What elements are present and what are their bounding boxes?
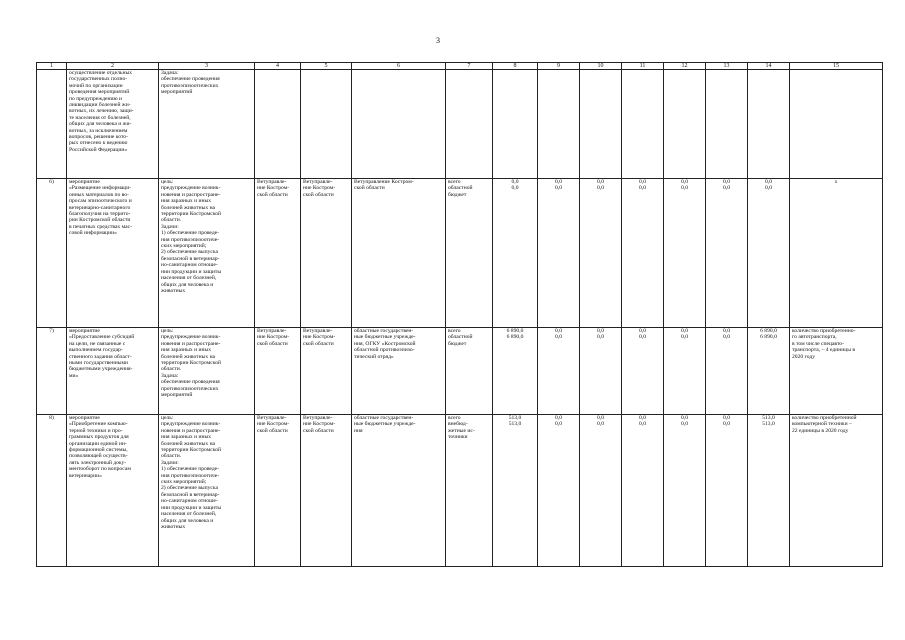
column-header: 9 [538, 63, 580, 70]
activity-name-line: общих для человека и жи- [69, 121, 132, 128]
amount-year-2017-line: 0,0 [639, 334, 646, 341]
participants-cell [352, 179, 446, 328]
co-executor-line: ние Костром- [303, 185, 336, 192]
participants-line: тический отряд» [354, 353, 394, 360]
activity-name-line: онных материалов по во- [69, 191, 129, 198]
amount-total-line: 0,0 [511, 185, 519, 192]
co-executor-line: ние Костром- [303, 334, 336, 341]
goal-tasks-line: животных [161, 523, 186, 530]
co-executor-cell [301, 328, 352, 415]
funding-source-line: всего [448, 179, 461, 185]
expected-result-line: количество приобретенно- [792, 328, 856, 334]
amount-year-2016-line: 0,0 [597, 421, 604, 428]
amount-year-2018-cell [664, 179, 706, 328]
goal-tasks-line: 2) обеспечение выпуска [161, 249, 219, 256]
co-executor-cell [301, 70, 352, 179]
participants-cell [352, 70, 446, 179]
expected-result-line: транспорта, – 4 единицы в [792, 347, 855, 354]
amount-year-2020-cell [748, 70, 790, 179]
participants-line: ской области [354, 185, 385, 192]
amount-year-2016-line: 0,0 [597, 185, 604, 192]
goal-tasks-line: населения от болезней, [161, 511, 217, 518]
goal-tasks-line: обеспечение проведения [161, 379, 220, 386]
activity-name-line: лять электронный доку- [69, 459, 127, 466]
activity-name-cell [67, 328, 159, 415]
goal-tasks-line: болезней животных на [161, 353, 216, 360]
responsible-executor-line: Ветуправле- [257, 328, 287, 334]
activity-name-line: терной техники и про- [69, 427, 123, 434]
responsible-executor-line: Ветуправле- [257, 179, 287, 185]
goal-tasks-line: ских мероприятий; [161, 479, 207, 486]
amount-year-2017-cell [622, 179, 664, 328]
expected-result-line: 2020 году [792, 353, 816, 360]
activity-name-line: ветеринарии» [69, 472, 102, 479]
co-executor-line: ской области [303, 427, 334, 434]
goal-tasks-line: но-санитарном отноше- [161, 498, 218, 505]
program-table [36, 62, 883, 567]
goal-tasks-line: противоэпизоотических [161, 385, 219, 392]
goal-tasks-line: новения и распростране- [161, 340, 221, 347]
goal-tasks-line: Задачи: [161, 459, 179, 466]
activity-name-line: «Приобретение компью- [69, 421, 128, 428]
activity-name-cell [67, 70, 159, 179]
responsible-executor-line: ской области [257, 427, 288, 434]
amount-year-2016-cell [580, 328, 622, 415]
co-executor-line: ской области [303, 340, 334, 347]
goal-tasks-line: болезней животных на [161, 440, 216, 447]
goal-tasks-line: ских мероприятий; [161, 243, 207, 250]
goal-tasks-line: безопасной в ветеринар- [161, 491, 220, 498]
expected-result-line: количество приобретенной [792, 415, 857, 421]
expected-result-cell [790, 328, 883, 415]
amount-total-cell [493, 70, 538, 179]
goal-tasks-line: общих для человека и [161, 517, 214, 524]
amount-total-line: 0,0 [511, 179, 519, 185]
goal-tasks-line: мероприятий [161, 89, 193, 96]
amount-year-2018-line: 0,0 [681, 179, 688, 185]
amount-year-2017-line: 0,0 [639, 185, 646, 192]
amount-year-2018-line: 0,0 [681, 185, 688, 192]
amount-year-2019-line: 0,0 [723, 415, 730, 421]
funding-source-line: областной [448, 334, 473, 341]
row-number-cell: 8) [37, 415, 67, 567]
row-number-cell [37, 70, 67, 179]
goal-tasks-line: предупреждение возник- [161, 185, 221, 192]
amount-year-2015-cell [538, 415, 580, 567]
column-header: 14 [748, 63, 790, 70]
activity-name-line: ными государственными [69, 360, 129, 367]
funding-source-line: внебюд- [448, 421, 468, 428]
goal-tasks-line: Задача: [161, 372, 179, 379]
activity-name-line: вотных, их лечению, защи- [69, 108, 134, 115]
goal-tasks-line: но-санитарном отноше- [161, 262, 218, 269]
participants-line: ные бюджетные учрежде- [354, 334, 416, 341]
activity-name-line: ственного задания област- [69, 353, 132, 360]
goal-tasks-cell [159, 415, 255, 567]
amount-year-2020-cell [748, 179, 790, 328]
activity-name-line: на цели, не связанные с [69, 340, 126, 347]
activity-name-line: ментооборот по вопросам [69, 466, 131, 473]
participants-line: ния [354, 427, 363, 434]
goal-tasks-line: ния противоэпизоотиче- [161, 472, 220, 479]
column-header: 15 [790, 63, 883, 70]
funding-source-cell [446, 70, 493, 179]
participants-cell [352, 415, 446, 567]
activity-name-line: рии Костромской области [69, 217, 131, 224]
amount-total-cell [493, 328, 538, 415]
expected-result-line: в том числе спецавто- [792, 340, 844, 347]
expected-result-cell [790, 70, 883, 179]
goal-tasks-line: 1) обеспечение проведе- [161, 230, 220, 237]
expected-result-line: 22 единицы в 2020 году [792, 427, 849, 434]
activity-name-line: рых отнесено к ведению [69, 140, 128, 147]
amount-year-2018-line: 0,0 [681, 415, 688, 421]
table-row [37, 415, 883, 567]
responsible-executor-line: ние Костром- [257, 421, 290, 428]
column-header: 11 [622, 63, 664, 70]
activity-name-line: те населения от болезней, [69, 114, 131, 121]
funding-source-cell [446, 328, 493, 415]
column-header: 7 [446, 63, 493, 70]
goal-tasks-line: предупреждение возник- [161, 334, 221, 341]
amount-year-2018-cell [664, 70, 706, 179]
amount-year-2019-cell [706, 415, 748, 567]
responsible-executor-line: ние Костром- [257, 334, 290, 341]
amount-year-2016-cell [580, 179, 622, 328]
co-executor-line: ние Костром- [303, 421, 336, 428]
amount-total-line: 513,0 [508, 415, 522, 421]
participants-cell [352, 328, 446, 415]
expected-result-line: x [834, 179, 838, 185]
amount-year-2015-line: 0,0 [555, 334, 562, 341]
amount-year-2018-cell [664, 328, 706, 415]
participants-line: Ветуправление Костром- [354, 179, 414, 185]
funding-source-line: жетные ис- [448, 427, 475, 434]
amount-year-2019-line: 0,0 [723, 334, 730, 341]
column-header: 5 [301, 63, 352, 70]
activity-name-line: вотных, за исключением [69, 127, 128, 134]
amount-year-2017-line: 0,0 [639, 421, 646, 428]
amount-year-2020-line: 0,0 [765, 179, 772, 185]
amount-year-2019-cell [706, 328, 748, 415]
activity-name-line: бюджетными учреждения- [69, 366, 133, 373]
participants-line: областной противоэпизо- [354, 347, 415, 354]
goal-tasks-line: ния заразных и иных [161, 198, 212, 205]
amount-year-2017-line: 0,0 [639, 179, 646, 185]
goal-tasks-line: области. [161, 453, 182, 460]
goal-tasks-line: безопасной в ветеринар- [161, 255, 220, 262]
goal-tasks-line: 1) обеспечение проведе- [161, 466, 220, 473]
amount-year-2015-line: 0,0 [555, 185, 562, 192]
activity-name-line: совой информации» [69, 230, 117, 237]
amount-year-2015-cell [538, 328, 580, 415]
column-header: 1 [37, 63, 67, 70]
amount-total-line: 6 890,0 [506, 334, 524, 341]
amount-total-cell [493, 179, 538, 328]
funding-source-line: областной [448, 185, 473, 192]
table-row [37, 70, 883, 179]
funding-source-line: всего [448, 415, 461, 421]
goal-tasks-line: болезней животных на [161, 204, 216, 211]
expected-result-cell [790, 179, 883, 328]
amount-year-2015-cell [538, 70, 580, 179]
activity-name-line: государственных полно- [69, 76, 128, 83]
activity-name-line: вопросов, решение кото- [69, 134, 128, 141]
activity-name-line: по предупреждению и [69, 95, 123, 102]
co-executor-line: Ветуправле- [303, 179, 333, 185]
co-executor-line: ской области [303, 191, 334, 198]
column-header: 3 [159, 63, 255, 70]
amount-year-2019-line: 0,0 [723, 185, 730, 192]
goal-tasks-line: общих для человека и [161, 281, 214, 288]
amount-year-2017-line: 0,0 [639, 328, 646, 334]
column-header: 8 [493, 63, 538, 70]
activity-name-line: мероприятие [69, 179, 100, 185]
amount-year-2017-cell [622, 415, 664, 567]
activity-name-line: мероприятие [69, 415, 100, 421]
activity-name-line: «Размещение информаци- [69, 185, 132, 192]
goal-tasks-line: Задачи: [161, 223, 179, 230]
amount-year-2020-line: 0,0 [765, 185, 772, 192]
amount-year-2017-cell [622, 70, 664, 179]
goal-tasks-line: области. [161, 217, 182, 224]
amount-year-2016-line: 0,0 [597, 179, 604, 185]
co-executor-cell [301, 179, 352, 328]
responsible-executor-cell [255, 415, 301, 567]
activity-name-line: мероприятие [69, 328, 100, 334]
goal-tasks-line: области. [161, 366, 182, 373]
amount-year-2017-cell [622, 328, 664, 415]
header-row [37, 63, 883, 70]
participants-line: ния, ОГКУ «Костромской [354, 340, 416, 347]
goal-tasks-line: предупреждение возник- [161, 421, 221, 428]
amount-year-2015-cell [538, 179, 580, 328]
goal-tasks-line: цель: [161, 328, 174, 334]
co-executor-line: Ветуправле- [303, 328, 333, 334]
amount-total-cell [493, 415, 538, 567]
responsible-executor-cell [255, 179, 301, 328]
column-header: 2 [67, 63, 159, 70]
activity-name-line: ветеринарно-санитарного [69, 204, 131, 211]
column-header: 12 [664, 63, 706, 70]
amount-year-2019-line: 0,0 [723, 179, 730, 185]
funding-source-cell [446, 179, 493, 328]
amount-year-2019-line: 0,0 [723, 328, 730, 334]
amount-year-2018-cell [664, 415, 706, 567]
amount-year-2016-cell [580, 415, 622, 567]
goal-tasks-cell [159, 328, 255, 415]
row-number-cell: 7) [37, 328, 67, 415]
page-number: 3 [436, 36, 440, 45]
responsible-executor-line: Ветуправле- [257, 415, 287, 421]
activity-name-line: проведения мероприятий [69, 89, 130, 96]
responsible-executor-line: ской области [257, 191, 288, 198]
column-header: 10 [580, 63, 622, 70]
amount-year-2020-cell [748, 328, 790, 415]
amount-year-2017-line: 0,0 [639, 415, 646, 421]
table-row [37, 179, 883, 328]
amount-year-2018-line: 0,0 [681, 334, 688, 341]
amount-year-2018-line: 0,0 [681, 328, 688, 334]
amount-year-2015-line: 0,0 [555, 415, 562, 421]
responsible-executor-cell [255, 328, 301, 415]
amount-year-2016-line: 0,0 [597, 328, 604, 334]
activity-name-line: ликвидации болезней жи- [69, 102, 131, 109]
amount-year-2020-line: 513,0 [762, 415, 775, 421]
amount-year-2018-line: 0,0 [681, 421, 688, 428]
responsible-executor-line: ской области [257, 340, 288, 347]
funding-source-line: точники [448, 434, 468, 441]
activity-name-line: позволяющей осуществ- [69, 453, 128, 460]
co-executor-line: Ветуправле- [303, 415, 333, 421]
goal-tasks-line: 2) обеспечение выпуска [161, 485, 219, 492]
table-row [37, 328, 883, 415]
goal-tasks-line: новения и распростране- [161, 427, 221, 434]
amount-year-2016-line: 0,0 [597, 415, 604, 421]
amount-year-2020-line: 6 890,0 [760, 334, 777, 341]
participants-line: ные бюджетные учрежде- [354, 421, 416, 428]
participants-line: областные государствен- [354, 415, 414, 421]
goal-tasks-line: территории Костромской [161, 360, 221, 367]
goal-tasks-line: обеспечение проведения [161, 76, 220, 83]
activity-name-line: в печатных средствах мас- [69, 223, 132, 230]
goal-tasks-line: цель: [161, 179, 174, 185]
amount-year-2019-line: 0,0 [723, 421, 730, 428]
expected-result-line: компьютерной техники – [792, 421, 852, 428]
activity-name-line: благополучия на террито- [69, 211, 131, 218]
goal-tasks-line: Задача: [161, 70, 179, 76]
goal-tasks-cell [159, 179, 255, 328]
funding-source-line: бюджет [448, 191, 467, 198]
participants-line: областные государствен- [354, 328, 414, 334]
activity-name-line: осуществление отдельных [69, 70, 133, 76]
goal-tasks-line: новения и распростране- [161, 191, 221, 198]
goal-tasks-line: ния заразных и иных [161, 347, 212, 354]
column-header: 13 [706, 63, 748, 70]
amount-year-2015-line: 0,0 [555, 179, 562, 185]
goal-tasks-cell [159, 70, 255, 179]
funding-source-line: бюджет [448, 340, 467, 347]
amount-year-2020-cell [748, 415, 790, 567]
funding-source-cell [446, 415, 493, 567]
amount-total-line: 513,0 [508, 421, 522, 428]
responsible-executor-cell [255, 70, 301, 179]
amount-year-2020-line: 6 890,0 [760, 328, 777, 334]
goal-tasks-line: животных [161, 287, 186, 294]
activity-name-line: граммных продуктов для [69, 434, 129, 441]
goal-tasks-line: ния противоэпизоотиче- [161, 236, 220, 243]
activity-name-line: организации единой ин- [69, 440, 127, 447]
activity-name-line: формационной системы, [69, 447, 128, 454]
amount-year-2016-cell [580, 70, 622, 179]
responsible-executor-line: ние Костром- [257, 185, 290, 192]
activity-name-cell [67, 415, 159, 567]
amount-year-2015-line: 0,0 [555, 421, 562, 428]
activity-name-line: просам эпизоотического и [69, 198, 132, 205]
goal-tasks-line: населения от болезней, [161, 275, 217, 282]
funding-source-line: всего [448, 328, 461, 334]
row-number-cell: 6) [37, 179, 67, 328]
activity-name-line: «Предоставление субсидий [69, 334, 135, 341]
goal-tasks-line: территории Костромской [161, 211, 221, 218]
amount-year-2016-line: 0,0 [597, 334, 604, 341]
goal-tasks-line: мероприятий [161, 392, 193, 399]
co-executor-cell [301, 415, 352, 567]
expected-result-line: го автотранспорта, [792, 334, 837, 341]
amount-total-line: 6 890,0 [506, 328, 524, 334]
goal-tasks-line: территории Костромской [161, 447, 221, 454]
column-header: 4 [255, 63, 301, 70]
goal-tasks-line: нии продукции и защиты [161, 268, 222, 275]
goal-tasks-line: цель: [161, 415, 174, 421]
column-header: 6 [352, 63, 446, 70]
goal-tasks-line: нии продукции и защиты [161, 504, 222, 511]
expected-result-cell [790, 415, 883, 567]
activity-name-cell [67, 179, 159, 328]
activity-name-line: выполнением государ- [69, 347, 123, 354]
activity-name-line: мочий по организации [69, 82, 123, 89]
amount-year-2019-cell [706, 70, 748, 179]
amount-year-2015-line: 0,0 [555, 328, 562, 334]
goal-tasks-line: противоэпизоотических [161, 82, 219, 89]
activity-name-line: ми» [69, 372, 79, 379]
activity-name-line: Российской Федерации» [69, 146, 128, 153]
amount-year-2019-cell [706, 179, 748, 328]
amount-year-2020-line: 513,0 [762, 421, 775, 428]
goal-tasks-line: ния заразных и иных [161, 434, 212, 441]
